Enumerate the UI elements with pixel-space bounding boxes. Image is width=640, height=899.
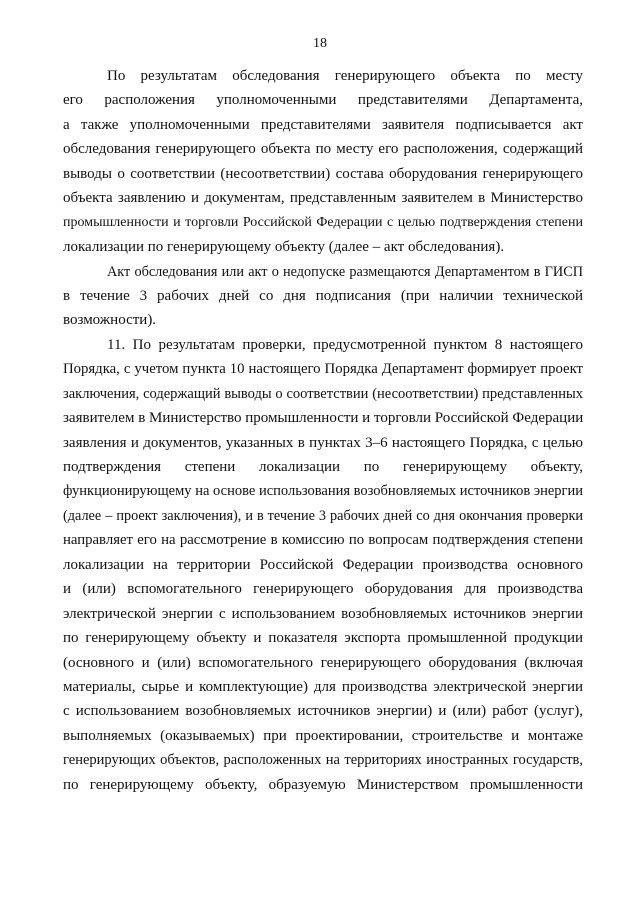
text-line: Порядка, с учетом пункта 10 настоящего Порядка Департамент формирует проект bbox=[63, 361, 583, 378]
text-line: материалы, сырье и комплектующие) для производства электрической энергии bbox=[63, 678, 583, 695]
text-line: выполняемых (оказываемых) при проектировании, строительстве и монтаже bbox=[63, 727, 583, 744]
text-line: его расположения уполномоченными представителями Департамента, bbox=[63, 92, 583, 109]
page-number: 18 bbox=[313, 36, 327, 51]
text-line: с использованием возобновляемых источников энергии) и (или) работ (услуг), bbox=[63, 703, 583, 720]
text-line: электрической энергии с использованием возобновляемых источников энергии bbox=[63, 605, 583, 622]
text-line: По результатам обследования генерирующего объекта по месту bbox=[107, 68, 583, 84]
paragraph bbox=[63, 260, 583, 333]
text-line: (основного и (или) вспомогательного генерирующего оборудования (включая bbox=[63, 654, 583, 671]
text-line: по генерирующему объекту и показателя экспорта промышленной продукции bbox=[63, 630, 583, 647]
text-line: по генерирующему объекту, образуемую Министерством промышленности bbox=[63, 776, 583, 793]
text-line: (далее – проект заключения), и в течение 3 рабочих дней со дня окончания проверки bbox=[63, 507, 583, 524]
text-line: направляет его на рассмотрение в комиссию по вопросам подтверждения степени bbox=[63, 532, 583, 549]
text-line: в течение 3 рабочих дней со дня подписания (при наличии технической bbox=[63, 287, 583, 304]
text-line: и (или) вспомогательного генерирующего оборудования для производства bbox=[63, 581, 583, 598]
document-body bbox=[63, 64, 583, 797]
text-line: возможности). bbox=[63, 312, 157, 329]
paragraph bbox=[63, 333, 583, 797]
text-line: функционирующему на основе использования возобновляемых источников энергии bbox=[63, 483, 583, 500]
text-line: а также уполномоченными представителями заявителя подписывается акт bbox=[63, 116, 583, 133]
text-line: 11. По результатам проверки, предусмотренной пунктом 8 настоящего bbox=[107, 336, 583, 353]
text-line: локализации на территории Российской Федерации производства основного bbox=[63, 556, 583, 573]
text-line: генерирующих объектов, расположенных на территориях иностранных государств, bbox=[63, 752, 583, 769]
text-line: заявления и документов, указанных в пунктах 3–6 настоящего Порядка, с целью bbox=[63, 434, 583, 451]
text-line: обследования генерирующего объекта по месту его расположения, содержащий bbox=[63, 141, 583, 158]
text-line: локализации по генерирующему объекту (далее – акт обследования). bbox=[63, 239, 505, 256]
text-line: выводы о соответствии (несоответствии) состава оборудования генерирующего bbox=[63, 165, 583, 182]
text-line: объекта заявлению и документам, представленным заявителем в Министерство bbox=[63, 190, 583, 207]
text-line: заключения, содержащий выводы о соответствии (несоответствии) представленных bbox=[63, 385, 583, 402]
paragraph bbox=[63, 64, 583, 260]
text-line: заявителем в Министерство промышленности и торговли Российской Федерации bbox=[63, 410, 584, 427]
text-line: промышленности и торговли Российской Федерации с целью подтверждения степени bbox=[63, 214, 583, 230]
text-line: подтверждения степени локализации по генерирующему объекту, bbox=[63, 459, 583, 475]
text-line: Акт обследования или акт о недопуске размещаются Департаментом в ГИСП bbox=[107, 263, 583, 280]
